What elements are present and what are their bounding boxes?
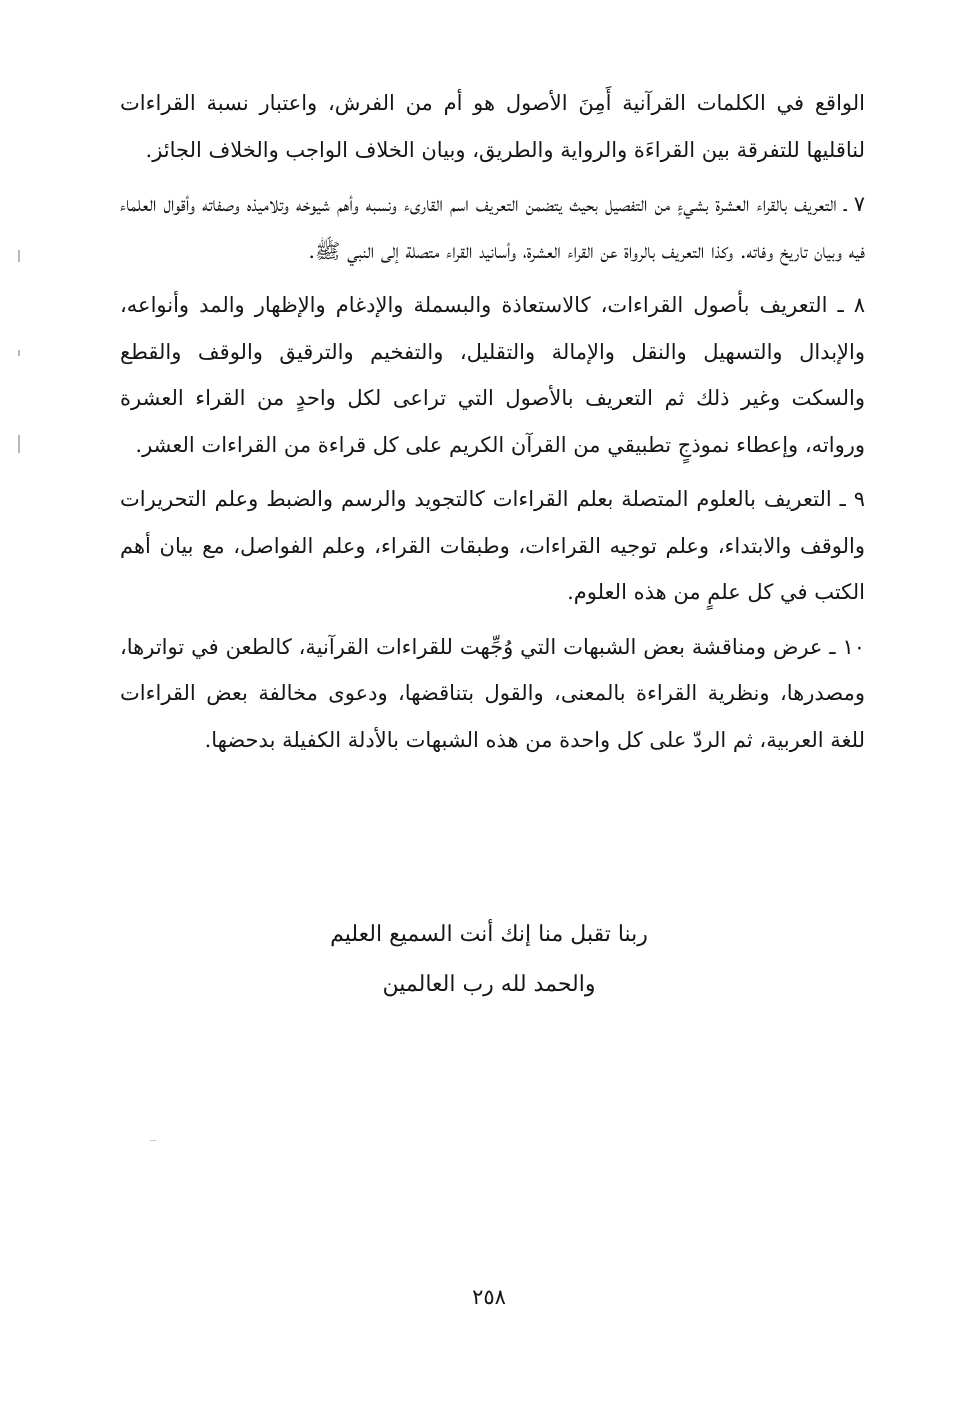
paragraph-item-7: ٧ ـ التعريف بالقراء العشرة بشيءٍ من التفصيل بحيث يتضمن التعريف اسم القارىء ونسبه وأهم شيوخه وتلاميذه وصفاته وأقوال العلماء فيه وبيان تاريخ وفاته. وكذا التعريف بالرواة عن القراء العشرة، وأسانيد القراء متصلة إلى النبي ﷺ. [120,192,865,263]
closing-line-2: والحمد لله رب العالمين [382,972,596,997]
paragraph-item-10: ١٠ ـ عرض ومناقشة بعض الشبهات التي وُجِّهت للقراءات القرآنية، كالطعن في تواترها، ومصدرها، ونظرية القراءة بالمعنى، والقول بتناقضها، ودعوى مخالفة بعض القراءات للغة العربية، ثم الردّ على كل واحدة من هذه الشبهات بالأدلة الكفيلة بدحضها. [120,634,865,752]
scan-margin-mark [18,350,20,356]
closing-line-1: ربنا تقبل منا إنك أنت السميع العليم [330,922,648,947]
document-page [120,80,865,771]
scan-artifact [150,1140,156,1141]
scan-margin-mark [18,250,20,262]
paragraph-intro-continuation: الواقع في الكلمات القرآنية أَمِنَ الأصول هو أم من الفرش، واعتبار نسبة القراءات لناقليها للتفرقة بين القراءَة والرواية والطريق، وبيان الخلاف الواجب والخلاف الجائز. [120,91,865,162]
page-number: ٢٥٨ [472,1285,506,1309]
closing-prayer [0,910,978,1010]
paragraph-item-9: ٩ ـ التعريف بالعلوم المتصلة بعلم القراءات كالتجويد والرسم والضبط وعلم التحريرات والوقف والابتداء، وعلم توجيه القراءات، وطبقات القراء، وعلم الفواصل، مع بيان أهم الكتب في كل علمٍ من هذه العلوم. [120,487,865,604]
paragraph-item-8: ٨ ـ التعريف بأصول القراءات، كالاستعاذة والبسملة والإدغام والإظهار والمد وأنواعه، والإبدال والتسهيل والنقل والإمالة والتقليل، والتفخيم والترقيق والوقف والقطع والسكت وغير ذلك ثم التعريف بالأصول التي تراعى لكل واحدٍ من القراء العشرة ورواته، وإعطاء نموذجٍ تطبيقي من القرآن الكريم على كل قراءة من القراءات العشر. [120,293,865,457]
scan-margin-mark [18,435,20,453]
